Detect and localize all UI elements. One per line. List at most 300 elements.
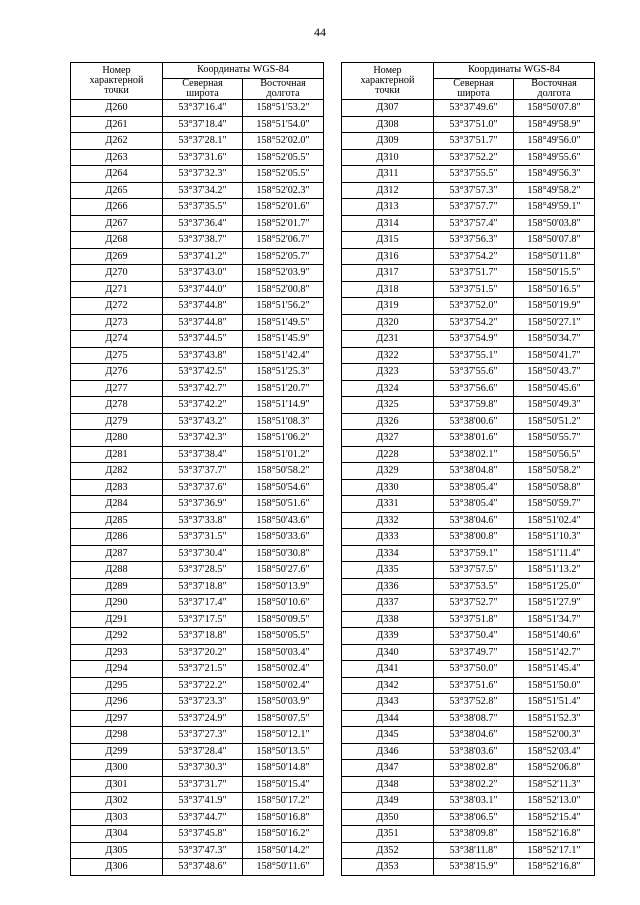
table-row [342,611,595,628]
point-id-cell: Д352 [342,842,434,859]
longitude-cell: 158°52'01.6" [243,199,324,216]
longitude-cell: 158°50'41.7" [514,347,595,364]
table-row [71,232,324,249]
longitude-cell: 158°50'13.5" [243,743,324,760]
table-row [71,265,324,282]
longitude-cell: 158°50'51.2" [514,413,595,430]
latitude-cell: 53°37'38.4" [163,446,243,463]
table-row [342,496,595,513]
latitude-cell: 53°37'30.4" [163,545,243,562]
longitude-cell: 158°50'51.6" [243,496,324,513]
latitude-cell: 53°37'45.8" [163,826,243,843]
point-id-cell: Д307 [342,100,434,117]
table-row [342,133,595,150]
latitude-cell: 53°38'01.6" [434,430,514,447]
latitude-cell: 53°37'59.1" [434,545,514,562]
longitude-cell: 158°50'34.7" [514,331,595,348]
point-id-cell: Д342 [342,677,434,694]
latitude-cell: 53°38'00.8" [434,529,514,546]
latitude-cell: 53°37'20.2" [163,644,243,661]
point-id-cell: Д304 [71,826,163,843]
point-id-cell: Д279 [71,413,163,430]
longitude-cell: 158°51'25.0" [514,578,595,595]
point-id-cell: Д303 [71,809,163,826]
table-row [342,166,595,183]
point-id-cell: Д272 [71,298,163,315]
longitude-cell: 158°51'56.2" [243,298,324,315]
table-row [342,430,595,447]
table-row [342,281,595,298]
table-row [71,215,324,232]
longitude-cell: 158°52'00.8" [243,281,324,298]
point-id-cell: Д346 [342,743,434,760]
longitude-cell: 158°52'05.5" [243,149,324,166]
longitude-cell: 158°52'00.3" [514,727,595,744]
longitude-cell: 158°51'52.3" [514,710,595,727]
point-id-cell: Д231 [342,331,434,348]
table-row [342,479,595,496]
longitude-cell: 158°52'02.0" [243,133,324,150]
longitude-cell: 158°52'06.8" [514,760,595,777]
table-row [342,710,595,727]
coordinates-system-header: Координаты WGS-84 [434,63,595,79]
longitude-cell: 158°50'30.8" [243,545,324,562]
point-id-cell: Д284 [71,496,163,513]
latitude-cell: 53°38'02.8" [434,760,514,777]
point-id-cell: Д265 [71,182,163,199]
table-row [71,694,324,711]
header-line: широта [186,88,219,100]
latitude-cell: 53°37'37.6" [163,479,243,496]
longitude-cell: 158°50'16.8" [243,809,324,826]
latitude-cell: 53°37'49.6" [434,100,514,117]
header-line: долгота [537,88,571,100]
longitude-cell: 158°50'02.4" [243,661,324,678]
latitude-cell: 53°37'22.2" [163,677,243,694]
table-row [342,793,595,810]
table-row [342,760,595,777]
longitude-cell: 158°50'12.1" [243,727,324,744]
coordinates-table-left [70,62,324,876]
latitude-cell: 53°38'03.1" [434,793,514,810]
point-id-cell: Д299 [71,743,163,760]
latitude-cell: 53°37'30.3" [163,760,243,777]
latitude-cell: 53°37'52.0" [434,298,514,315]
latitude-cell: 53°37'52.7" [434,595,514,612]
table-row [342,529,595,546]
latitude-cell: 53°37'55.6" [434,364,514,381]
point-id-cell: Д316 [342,248,434,265]
point-id-cell: Д271 [71,281,163,298]
table-row [342,413,595,430]
table-row [71,281,324,298]
longitude-cell: 158°50'54.6" [243,479,324,496]
point-id-cell: Д343 [342,694,434,711]
point-id-cell: Д325 [342,397,434,414]
latitude-cell: 53°37'36.9" [163,496,243,513]
table-row [71,298,324,315]
table-row [71,182,324,199]
latitude-cell: 53°38'00.6" [434,413,514,430]
point-id-cell: Д348 [342,776,434,793]
point-id-cell: Д330 [342,479,434,496]
longitude-cell: 158°50'33.6" [243,529,324,546]
longitude-cell: 158°51'34.7" [514,611,595,628]
longitude-cell: 158°51'06.2" [243,430,324,447]
longitude-cell: 158°51'49.5" [243,314,324,331]
point-id-cell: Д314 [342,215,434,232]
latitude-cell: 53°37'55.5" [434,166,514,183]
table-row [71,430,324,447]
latitude-cell: 53°37'54.2" [434,248,514,265]
table-row [342,776,595,793]
point-id-cell: Д306 [71,859,163,876]
longitude-cell: 158°50'09.5" [243,611,324,628]
header-line: Номер [373,64,402,76]
longitude-cell: 158°50'03.8" [514,215,595,232]
table-row [342,743,595,760]
point-id-cell: Д282 [71,463,163,480]
point-id-cell: Д338 [342,611,434,628]
table-row [71,793,324,810]
table-row [342,859,595,876]
latitude-cell: 53°37'51.0" [434,116,514,133]
header-line: точки [375,85,400,97]
latitude-cell: 53°37'56.3" [434,232,514,249]
point-id-cell: Д264 [71,166,163,183]
longitude-cell: 158°50'17.2" [243,793,324,810]
longitude-cell: 158°50'07.8" [514,232,595,249]
latitude-cell: 53°37'44.8" [163,298,243,315]
table-row [71,331,324,348]
longitude-cell: 158°50'49.3" [514,397,595,414]
table-row [71,710,324,727]
point-id-cell: Д340 [342,644,434,661]
table-row [71,842,324,859]
table-row [342,298,595,315]
table-row [342,826,595,843]
longitude-cell: 158°50'43.7" [514,364,595,381]
table-row [342,199,595,216]
table-row [71,479,324,496]
point-id-cell: Д298 [71,727,163,744]
coordinates-table-right [341,62,595,876]
latitude-cell: 53°37'50.0" [434,661,514,678]
table-row [342,380,595,397]
point-id-cell: Д341 [342,661,434,678]
header-line: Северная [453,78,494,89]
point-id-cell: Д287 [71,545,163,562]
latitude-cell: 53°37'31.7" [163,776,243,793]
latitude-cell: 53°37'54.2" [434,314,514,331]
table-body-left [71,100,324,876]
point-id-cell: Д293 [71,644,163,661]
latitude-cell: 53°37'17.4" [163,595,243,612]
latitude-cell: 53°37'27.3" [163,727,243,744]
point-id-cell: Д313 [342,199,434,216]
point-id-cell: Д269 [71,248,163,265]
point-id-cell: Д318 [342,281,434,298]
latitude-cell: 53°37'41.2" [163,248,243,265]
table-row [71,496,324,513]
table-row [342,595,595,612]
longitude-cell: 158°52'15.4" [514,809,595,826]
latitude-cell: 53°37'18.8" [163,578,243,595]
latitude-cell: 53°37'18.4" [163,116,243,133]
table-row [342,314,595,331]
latitude-cell: 53°37'52.2" [434,149,514,166]
longitude-cell: 158°52'17.1" [514,842,595,859]
point-id-cell: Д267 [71,215,163,232]
point-id-cell: Д302 [71,793,163,810]
longitude-cell: 158°51'11.4" [514,545,595,562]
point-id-cell: Д228 [342,446,434,463]
longitude-cell: 158°51'27.9" [514,595,595,612]
point-id-cell: Д333 [342,529,434,546]
table-row [71,529,324,546]
table-row [71,397,324,414]
latitude-cell: 53°37'21.5" [163,661,243,678]
table-row [342,331,595,348]
longitude-cell: 158°51'53.2" [243,100,324,117]
longitude-cell: 158°50'58.2" [243,463,324,480]
longitude-cell: 158°52'16.8" [514,826,595,843]
table-row [342,727,595,744]
point-id-cell: Д300 [71,760,163,777]
table-row [342,265,595,282]
point-id-cell: Д353 [342,859,434,876]
latitude-cell: 53°38'08.7" [434,710,514,727]
table-row [71,149,324,166]
longitude-cell: 158°51'50.0" [514,677,595,694]
longitude-cell: 158°50'15.4" [243,776,324,793]
longitude-cell: 158°50'56.5" [514,446,595,463]
page-number: 44 [314,25,326,39]
longitude-cell: 158°50'55.7" [514,430,595,447]
table-row [342,463,595,480]
latitude-cell: 53°37'57.4" [434,215,514,232]
latitude-cell: 53°38'02.2" [434,776,514,793]
point-id-cell: Д311 [342,166,434,183]
point-id-cell: Д286 [71,529,163,546]
longitude-cell: 158°51'45.9" [243,331,324,348]
table-row [342,116,595,133]
table-row [71,826,324,843]
latitude-cell: 53°37'34.2" [163,182,243,199]
table-row [71,133,324,150]
point-id-cell: Д281 [71,446,163,463]
point-id-cell: Д327 [342,430,434,447]
table-row [342,578,595,595]
latitude-cell: 53°37'24.9" [163,710,243,727]
latitude-cell: 53°37'51.5" [434,281,514,298]
latitude-cell: 53°37'33.8" [163,512,243,529]
table-row [342,364,595,381]
longitude-cell: 158°51'42.7" [514,644,595,661]
latitude-cell: 53°37'38.7" [163,232,243,249]
table-row [342,232,595,249]
point-id-cell: Д270 [71,265,163,282]
longitude-cell: 158°50'59.7" [514,496,595,513]
table-row [71,512,324,529]
longitude-cell: 158°50'43.6" [243,512,324,529]
point-id-cell: Д347 [342,760,434,777]
longitude-cell: 158°52'03.9" [243,265,324,282]
table-row [71,116,324,133]
latitude-cell: 53°37'47.3" [163,842,243,859]
point-id-cell: Д305 [71,842,163,859]
longitude-cell: 158°50'15.5" [514,265,595,282]
point-id-cell: Д275 [71,347,163,364]
point-id-cell: Д332 [342,512,434,529]
point-id-cell: Д263 [71,149,163,166]
point-id-cell: Д315 [342,232,434,249]
point-id-cell: Д345 [342,727,434,744]
latitude-cell: 53°37'31.6" [163,149,243,166]
point-id-cell: Д274 [71,331,163,348]
longitude-cell: 158°50'03.9" [243,694,324,711]
longitude-cell: 158°51'51.4" [514,694,595,711]
point-id-cell: Д329 [342,463,434,480]
point-id-cell: Д324 [342,380,434,397]
point-id-cell: Д296 [71,694,163,711]
latitude-cell: 53°37'17.5" [163,611,243,628]
latitude-cell: 53°37'44.7" [163,809,243,826]
header-line: характерной [360,75,415,87]
latitude-cell: 53°37'44.8" [163,314,243,331]
table-row [342,397,595,414]
longitude-cell: 158°50'02.4" [243,677,324,694]
table-row [71,364,324,381]
point-id-cell: Д351 [342,826,434,843]
longitude-cell: 158°50'58.2" [514,463,595,480]
table-row [71,578,324,595]
header-line: Восточная [260,78,306,89]
table-row [71,166,324,183]
point-id-cell: Д339 [342,628,434,645]
latitude-cell: 53°37'35.5" [163,199,243,216]
longitude-cell: 158°50'13.9" [243,578,324,595]
latitude-header [163,79,243,100]
table-row [71,248,324,265]
longitude-cell: 158°51'08.3" [243,413,324,430]
latitude-cell: 53°37'51.8" [434,611,514,628]
point-id-cell: Д336 [342,578,434,595]
point-number-header [342,63,434,100]
longitude-cell: 158°50'14.2" [243,842,324,859]
point-id-cell: Д294 [71,661,163,678]
longitude-cell: 158°50'03.4" [243,644,324,661]
point-id-cell: Д322 [342,347,434,364]
latitude-cell: 53°38'11.8" [434,842,514,859]
point-id-cell: Д266 [71,199,163,216]
latitude-cell: 53°37'42.5" [163,364,243,381]
header-line: Северная [182,78,223,89]
longitude-cell: 158°51'45.4" [514,661,595,678]
point-id-cell: Д350 [342,809,434,826]
table-row [71,628,324,645]
table-row [342,677,595,694]
point-id-cell: Д261 [71,116,163,133]
latitude-cell: 53°38'06.5" [434,809,514,826]
longitude-cell: 158°50'11.8" [514,248,595,265]
latitude-cell: 53°37'51.6" [434,677,514,694]
longitude-cell: 158°52'05.7" [243,248,324,265]
point-id-cell: Д283 [71,479,163,496]
table-row [342,562,595,579]
longitude-cell: 158°50'11.6" [243,859,324,876]
point-id-cell: Д276 [71,364,163,381]
latitude-cell: 53°37'37.7" [163,463,243,480]
latitude-cell: 53°37'57.5" [434,562,514,579]
header-line: Номер [102,64,131,76]
point-id-cell: Д309 [342,133,434,150]
latitude-cell: 53°37'32.3" [163,166,243,183]
latitude-cell: 53°37'57.7" [434,199,514,216]
table-row [342,644,595,661]
latitude-cell: 53°37'59.8" [434,397,514,414]
point-id-cell: Д273 [71,314,163,331]
latitude-cell: 53°38'03.6" [434,743,514,760]
longitude-cell: 158°51'42.4" [243,347,324,364]
table-row [342,694,595,711]
latitude-cell: 53°37'51.7" [434,265,514,282]
table-row [342,661,595,678]
latitude-cell: 53°37'57.3" [434,182,514,199]
latitude-cell: 53°37'54.9" [434,331,514,348]
longitude-header [243,79,324,100]
latitude-cell: 53°37'28.4" [163,743,243,760]
header-line: характерной [89,75,144,87]
latitude-cell: 53°37'44.0" [163,281,243,298]
longitude-cell: 158°50'16.5" [514,281,595,298]
table-row [71,859,324,876]
latitude-cell: 53°37'42.2" [163,397,243,414]
table-row [71,776,324,793]
latitude-header [434,79,514,100]
table-row [71,314,324,331]
longitude-cell: 158°51'54.0" [243,116,324,133]
longitude-cell: 158°51'25.3" [243,364,324,381]
longitude-cell: 158°51'13.2" [514,562,595,579]
longitude-cell: 158°50'14.8" [243,760,324,777]
point-id-cell: Д289 [71,578,163,595]
longitude-cell: 158°50'16.2" [243,826,324,843]
point-id-cell: Д301 [71,776,163,793]
table-row [342,628,595,645]
table-row [342,248,595,265]
longitude-cell: 158°49'56.3" [514,166,595,183]
point-id-cell: Д292 [71,628,163,645]
point-id-cell: Д278 [71,397,163,414]
point-id-cell: Д334 [342,545,434,562]
latitude-cell: 53°38'04.6" [434,727,514,744]
latitude-cell: 53°38'04.8" [434,463,514,480]
longitude-cell: 158°50'19.9" [514,298,595,315]
point-id-cell: Д319 [342,298,434,315]
longitude-cell: 158°52'13.0" [514,793,595,810]
longitude-cell: 158°49'59.1" [514,199,595,216]
latitude-cell: 53°37'36.4" [163,215,243,232]
table-row [342,149,595,166]
latitude-cell: 53°37'48.6" [163,859,243,876]
table-row [71,661,324,678]
point-number-header [71,63,163,100]
table-row [71,446,324,463]
point-id-cell: Д308 [342,116,434,133]
latitude-cell: 53°37'43.2" [163,413,243,430]
latitude-cell: 53°37'18.8" [163,628,243,645]
